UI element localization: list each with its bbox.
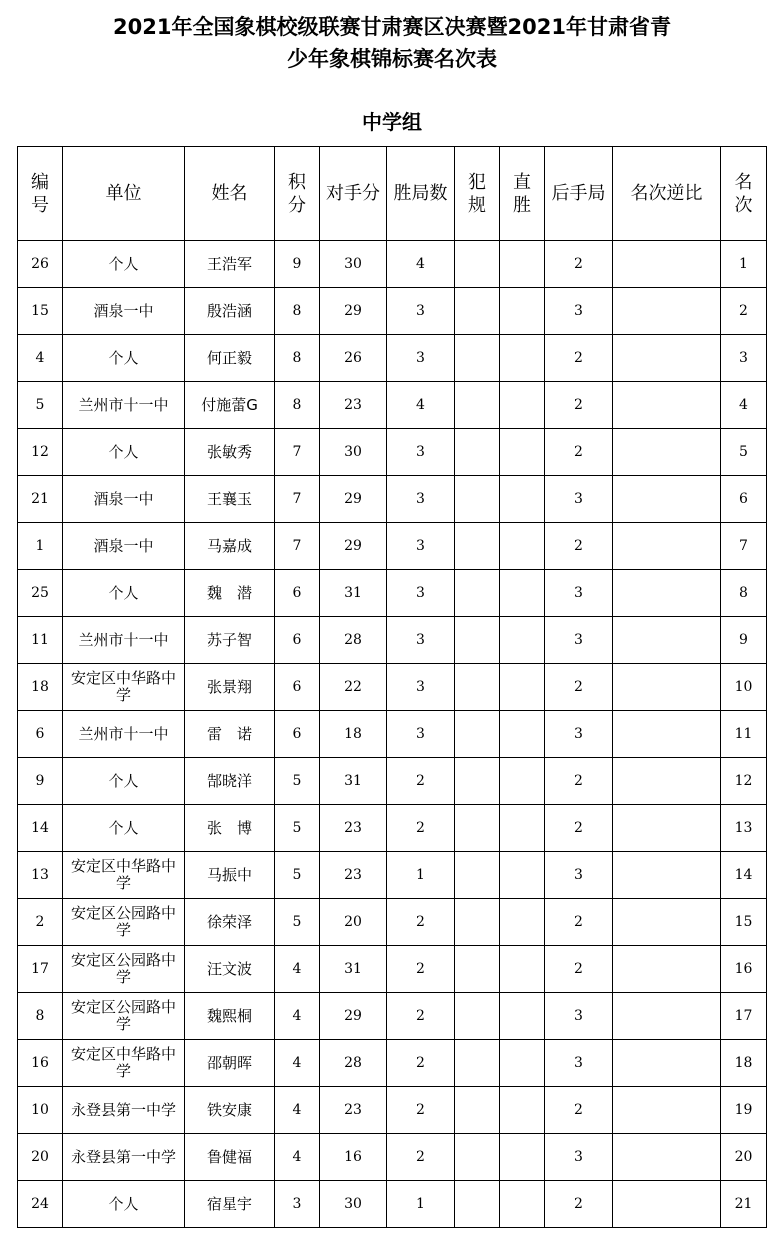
table-row (18, 1087, 767, 1134)
cell-rank-reverse (613, 241, 721, 288)
cell-no: 17 (18, 946, 63, 993)
header-direct-win: 直胜 (500, 147, 545, 241)
cell-no: 9 (18, 758, 63, 805)
cell-rank-reverse (613, 523, 721, 570)
cell-name: 殷浩涵 (185, 288, 275, 335)
cell-no: 26 (18, 241, 63, 288)
cell-rank: 21 (721, 1181, 767, 1228)
cell-foul (455, 523, 500, 570)
cell-second-hand: 2 (545, 758, 613, 805)
cell-foul (455, 946, 500, 993)
cell-opponent-score: 30 (320, 429, 387, 476)
cell-unit: 安定区中华路中学 (63, 664, 185, 711)
table-row (18, 617, 767, 664)
table-row (18, 288, 767, 335)
table-row (18, 382, 767, 429)
cell-rank-reverse (613, 711, 721, 758)
cell-score: 4 (275, 1087, 320, 1134)
cell-name: 郜晓洋 (185, 758, 275, 805)
cell-wins: 3 (387, 335, 455, 382)
cell-name: 马振中 (185, 852, 275, 899)
cell-direct-win (500, 852, 545, 899)
cell-rank: 3 (721, 335, 767, 382)
cell-opponent-score: 30 (320, 1181, 387, 1228)
cell-no: 13 (18, 852, 63, 899)
cell-second-hand: 2 (545, 429, 613, 476)
cell-foul (455, 993, 500, 1040)
cell-opponent-score: 29 (320, 476, 387, 523)
cell-no: 10 (18, 1087, 63, 1134)
cell-no: 5 (18, 382, 63, 429)
header-wins: 胜局数 (387, 147, 455, 241)
cell-unit: 兰州市十一中 (63, 382, 185, 429)
cell-name: 何正毅 (185, 335, 275, 382)
cell-rank-reverse (613, 946, 721, 993)
cell-rank: 9 (721, 617, 767, 664)
cell-wins: 4 (387, 241, 455, 288)
cell-opponent-score: 20 (320, 899, 387, 946)
cell-second-hand: 2 (545, 241, 613, 288)
cell-opponent-score: 28 (320, 1040, 387, 1087)
cell-rank: 5 (721, 429, 767, 476)
cell-rank: 19 (721, 1087, 767, 1134)
cell-foul (455, 1181, 500, 1228)
cell-direct-win (500, 335, 545, 382)
cell-rank-reverse (613, 382, 721, 429)
cell-wins: 2 (387, 946, 455, 993)
cell-name: 王浩军 (185, 241, 275, 288)
cell-second-hand: 2 (545, 899, 613, 946)
cell-direct-win (500, 664, 545, 711)
cell-unit: 安定区中华路中学 (63, 1040, 185, 1087)
cell-rank: 6 (721, 476, 767, 523)
cell-score: 5 (275, 758, 320, 805)
cell-score: 5 (275, 805, 320, 852)
cell-no: 1 (18, 523, 63, 570)
cell-unit: 永登县第一中学 (63, 1087, 185, 1134)
header-no: 编号 (18, 147, 63, 241)
cell-rank: 2 (721, 288, 767, 335)
cell-score: 8 (275, 335, 320, 382)
table-header-row (18, 147, 767, 241)
header-score: 积分 (275, 147, 320, 241)
cell-no: 16 (18, 1040, 63, 1087)
cell-rank-reverse (613, 429, 721, 476)
cell-foul (455, 1134, 500, 1181)
cell-wins: 3 (387, 711, 455, 758)
cell-second-hand: 3 (545, 1040, 613, 1087)
cell-direct-win (500, 382, 545, 429)
cell-rank-reverse (613, 570, 721, 617)
table-row (18, 241, 767, 288)
cell-score: 5 (275, 899, 320, 946)
cell-name: 宿星宇 (185, 1181, 275, 1228)
cell-unit: 个人 (63, 758, 185, 805)
cell-rank: 15 (721, 899, 767, 946)
header-rank-reverse: 名次逆比 (613, 147, 721, 241)
cell-score: 7 (275, 429, 320, 476)
cell-opponent-score: 18 (320, 711, 387, 758)
cell-second-hand: 3 (545, 993, 613, 1040)
cell-second-hand: 3 (545, 1134, 613, 1181)
cell-no: 15 (18, 288, 63, 335)
table-row (18, 1040, 767, 1087)
document-title-line2: 少年象棋锦标赛名次表 (287, 47, 497, 71)
cell-rank-reverse (613, 1181, 721, 1228)
cell-score: 7 (275, 523, 320, 570)
cell-unit: 个人 (63, 335, 185, 382)
table-row (18, 758, 767, 805)
cell-foul (455, 758, 500, 805)
table-row (18, 570, 767, 617)
cell-unit: 个人 (63, 570, 185, 617)
cell-unit: 安定区公园路中学 (63, 993, 185, 1040)
cell-unit: 安定区公园路中学 (63, 946, 185, 993)
cell-direct-win (500, 1087, 545, 1134)
cell-no: 2 (18, 899, 63, 946)
cell-wins: 2 (387, 805, 455, 852)
cell-foul (455, 476, 500, 523)
cell-second-hand: 2 (545, 382, 613, 429)
cell-opponent-score: 28 (320, 617, 387, 664)
cell-no: 14 (18, 805, 63, 852)
cell-no: 8 (18, 993, 63, 1040)
cell-foul (455, 664, 500, 711)
cell-score: 5 (275, 852, 320, 899)
cell-name: 魏熙桐 (185, 993, 275, 1040)
cell-wins: 2 (387, 993, 455, 1040)
table-row (18, 1181, 767, 1228)
cell-direct-win (500, 241, 545, 288)
cell-wins: 3 (387, 570, 455, 617)
cell-rank-reverse (613, 852, 721, 899)
cell-no: 11 (18, 617, 63, 664)
cell-rank: 13 (721, 805, 767, 852)
cell-no: 12 (18, 429, 63, 476)
cell-second-hand: 2 (545, 1181, 613, 1228)
cell-rank-reverse (613, 805, 721, 852)
cell-rank: 16 (721, 946, 767, 993)
cell-rank: 7 (721, 523, 767, 570)
cell-second-hand: 3 (545, 852, 613, 899)
cell-opponent-score: 30 (320, 241, 387, 288)
table-row (18, 805, 767, 852)
cell-opponent-score: 29 (320, 288, 387, 335)
cell-unit: 个人 (63, 241, 185, 288)
cell-opponent-score: 23 (320, 852, 387, 899)
cell-wins: 2 (387, 758, 455, 805)
cell-name: 邵朝晖 (185, 1040, 275, 1087)
cell-direct-win (500, 805, 545, 852)
cell-rank-reverse (613, 1040, 721, 1087)
cell-unit: 安定区公园路中学 (63, 899, 185, 946)
cell-name: 汪文波 (185, 946, 275, 993)
cell-name: 张 博 (185, 805, 275, 852)
cell-score: 4 (275, 1134, 320, 1181)
cell-wins: 3 (387, 288, 455, 335)
cell-name: 王襄玉 (185, 476, 275, 523)
cell-no: 20 (18, 1134, 63, 1181)
cell-direct-win (500, 288, 545, 335)
cell-wins: 2 (387, 1040, 455, 1087)
cell-direct-win (500, 570, 545, 617)
cell-unit: 兰州市十一中 (63, 617, 185, 664)
cell-direct-win (500, 993, 545, 1040)
cell-no: 24 (18, 1181, 63, 1228)
cell-rank-reverse (613, 899, 721, 946)
cell-direct-win (500, 946, 545, 993)
cell-score: 4 (275, 993, 320, 1040)
cell-name: 马嘉成 (185, 523, 275, 570)
cell-opponent-score: 23 (320, 382, 387, 429)
cell-no: 21 (18, 476, 63, 523)
cell-direct-win (500, 711, 545, 758)
cell-score: 4 (275, 1040, 320, 1087)
cell-rank: 1 (721, 241, 767, 288)
cell-wins: 1 (387, 852, 455, 899)
cell-rank-reverse (613, 758, 721, 805)
cell-score: 9 (275, 241, 320, 288)
cell-unit: 酒泉一中 (63, 476, 185, 523)
cell-opponent-score: 31 (320, 570, 387, 617)
cell-unit: 个人 (63, 1181, 185, 1228)
cell-second-hand: 3 (545, 617, 613, 664)
cell-second-hand: 2 (545, 664, 613, 711)
cell-foul (455, 288, 500, 335)
cell-opponent-score: 31 (320, 946, 387, 993)
cell-rank-reverse (613, 1134, 721, 1181)
cell-unit: 个人 (63, 805, 185, 852)
cell-second-hand: 3 (545, 288, 613, 335)
cell-wins: 2 (387, 899, 455, 946)
cell-rank: 11 (721, 711, 767, 758)
cell-score: 7 (275, 476, 320, 523)
cell-direct-win (500, 523, 545, 570)
cell-second-hand: 2 (545, 805, 613, 852)
cell-name: 张敏秀 (185, 429, 275, 476)
cell-unit: 安定区中华路中学 (63, 852, 185, 899)
table-row (18, 993, 767, 1040)
cell-second-hand: 3 (545, 570, 613, 617)
cell-wins: 4 (387, 382, 455, 429)
cell-rank-reverse (613, 476, 721, 523)
cell-unit: 个人 (63, 429, 185, 476)
cell-foul (455, 805, 500, 852)
cell-score: 8 (275, 382, 320, 429)
cell-name: 鲁健福 (185, 1134, 275, 1181)
cell-direct-win (500, 429, 545, 476)
table-row (18, 523, 767, 570)
cell-score: 3 (275, 1181, 320, 1228)
cell-direct-win (500, 758, 545, 805)
cell-opponent-score: 31 (320, 758, 387, 805)
cell-opponent-score: 23 (320, 805, 387, 852)
header-rank: 名次 (721, 147, 767, 241)
cell-no: 25 (18, 570, 63, 617)
cell-direct-win (500, 1181, 545, 1228)
cell-rank: 14 (721, 852, 767, 899)
cell-foul (455, 899, 500, 946)
cell-second-hand: 2 (545, 523, 613, 570)
cell-foul (455, 1087, 500, 1134)
cell-no: 6 (18, 711, 63, 758)
group-heading: 中学组 (362, 110, 422, 134)
cell-rank-reverse (613, 1087, 721, 1134)
table-row (18, 335, 767, 382)
cell-opponent-score: 23 (320, 1087, 387, 1134)
ranking-table (17, 146, 767, 1228)
cell-no: 18 (18, 664, 63, 711)
cell-wins: 3 (387, 664, 455, 711)
cell-second-hand: 3 (545, 476, 613, 523)
cell-wins: 3 (387, 429, 455, 476)
cell-rank-reverse (613, 335, 721, 382)
cell-rank: 10 (721, 664, 767, 711)
table-row (18, 899, 767, 946)
cell-name: 苏子智 (185, 617, 275, 664)
cell-rank-reverse (613, 617, 721, 664)
header-second-hand: 后手局 (545, 147, 613, 241)
cell-score: 4 (275, 946, 320, 993)
cell-foul (455, 241, 500, 288)
cell-score: 8 (275, 288, 320, 335)
cell-foul (455, 429, 500, 476)
cell-rank-reverse (613, 288, 721, 335)
header-unit: 单位 (63, 147, 185, 241)
cell-score: 6 (275, 711, 320, 758)
cell-opponent-score: 16 (320, 1134, 387, 1181)
cell-name: 雷 诺 (185, 711, 275, 758)
table-row (18, 711, 767, 758)
cell-opponent-score: 29 (320, 993, 387, 1040)
cell-foul (455, 1040, 500, 1087)
cell-direct-win (500, 899, 545, 946)
cell-name: 徐荣泽 (185, 899, 275, 946)
cell-wins: 3 (387, 617, 455, 664)
document-title-line1: 2021年全国象棋校级联赛甘肃赛区决赛暨2021年甘肃省青 (113, 15, 671, 39)
cell-opponent-score: 22 (320, 664, 387, 711)
table-row (18, 946, 767, 993)
cell-rank: 18 (721, 1040, 767, 1087)
cell-wins: 1 (387, 1181, 455, 1228)
cell-second-hand: 3 (545, 711, 613, 758)
cell-no: 4 (18, 335, 63, 382)
cell-rank: 8 (721, 570, 767, 617)
cell-direct-win (500, 1040, 545, 1087)
cell-name: 铁安康 (185, 1087, 275, 1134)
header-opponent-score: 对手分 (320, 147, 387, 241)
cell-wins: 2 (387, 1134, 455, 1181)
cell-score: 6 (275, 617, 320, 664)
cell-foul (455, 335, 500, 382)
cell-unit: 酒泉一中 (63, 523, 185, 570)
cell-wins: 3 (387, 476, 455, 523)
table-row (18, 852, 767, 899)
cell-rank: 4 (721, 382, 767, 429)
cell-name: 付施蕾G (185, 382, 275, 429)
cell-wins: 3 (387, 523, 455, 570)
cell-second-hand: 2 (545, 335, 613, 382)
cell-second-hand: 2 (545, 946, 613, 993)
table-row (18, 1134, 767, 1181)
cell-unit: 酒泉一中 (63, 288, 185, 335)
cell-rank-reverse (613, 664, 721, 711)
cell-direct-win (500, 1134, 545, 1181)
header-name: 姓名 (185, 147, 275, 241)
cell-rank: 17 (721, 993, 767, 1040)
cell-score: 6 (275, 664, 320, 711)
cell-foul (455, 617, 500, 664)
cell-direct-win (500, 476, 545, 523)
cell-wins: 2 (387, 1087, 455, 1134)
cell-foul (455, 570, 500, 617)
cell-foul (455, 382, 500, 429)
table-row (18, 476, 767, 523)
cell-name: 张景翔 (185, 664, 275, 711)
cell-opponent-score: 26 (320, 335, 387, 382)
cell-rank: 12 (721, 758, 767, 805)
cell-score: 6 (275, 570, 320, 617)
cell-unit: 兰州市十一中 (63, 711, 185, 758)
cell-foul (455, 852, 500, 899)
table-row (18, 429, 767, 476)
header-foul: 犯规 (455, 147, 500, 241)
cell-rank: 20 (721, 1134, 767, 1181)
cell-name: 魏 潜 (185, 570, 275, 617)
cell-foul (455, 711, 500, 758)
cell-direct-win (500, 617, 545, 664)
table-row (18, 664, 767, 711)
cell-rank-reverse (613, 993, 721, 1040)
cell-second-hand: 2 (545, 1087, 613, 1134)
cell-opponent-score: 29 (320, 523, 387, 570)
cell-unit: 永登县第一中学 (63, 1134, 185, 1181)
